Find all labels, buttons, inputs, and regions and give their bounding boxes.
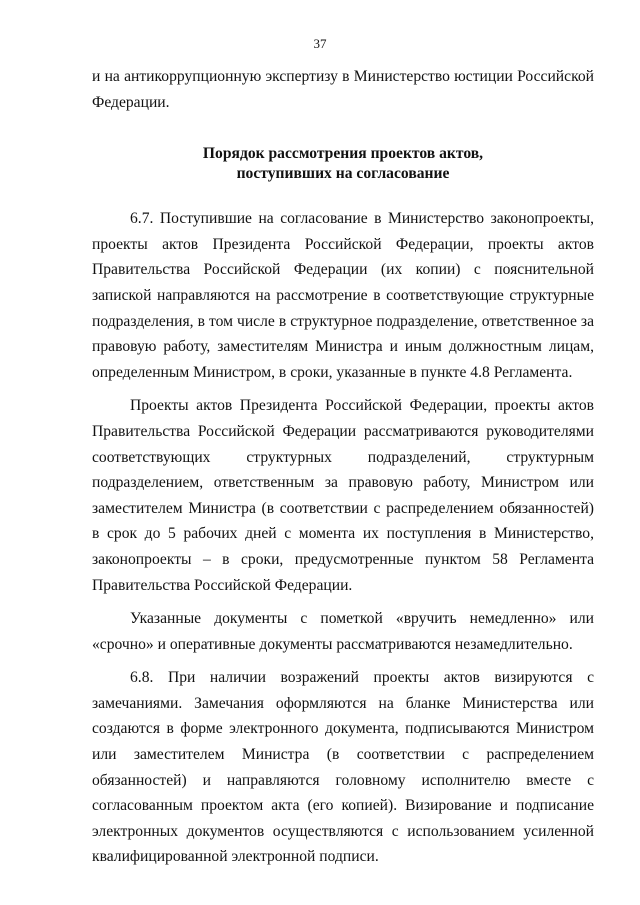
section-heading-line-2: поступивших на согласование	[236, 165, 450, 183]
document-body	[92, 64, 594, 870]
section-heading	[92, 144, 594, 184]
paragraph-president-acts: Проекты актов Президента Российской Федерации, проекты актов Правительства Российской Федерации рассматриваются руководителями соответствующих структурных подразделений, структурным подразделением, ответственным за правовую работу, Министром или заместителем Министра (в соответствии с распределением обязанностей) в срок до 5 рабочих дней с момента их поступления в Министерство, законопроекты – в сроки, предусмотренные пунктом 58 Регламента Правительства Российской Федерации.	[92, 397, 594, 594]
intro-paragraph: и на антикоррупционную экспертизу в Министерство юстиции Российской Федерации.	[92, 68, 594, 111]
section-heading-line-1: Порядок рассмотрения проектов актов,	[202, 145, 484, 163]
paragraph-6-8: 6.8. При наличии возражений проекты актов визируются с замечаниями. Замечания оформляются на бланке Министерства или создаются в форме электронного документа, подписываются Министром или заместителем Министра (в соответствии с распределением обязанностей) и направляются головному исполнителю вместе с согласованным проектом акта (его копией). Визирование и подписание электронных документов осуществляются с использованием усиленной квалифицированной электронной подписи.	[92, 669, 594, 866]
page-number: 37	[313, 36, 327, 51]
paragraph-urgent-documents: Указанные документы с пометкой «вручить немедленно» или «срочно» и оперативные документы рассматриваются незамедлительно.	[92, 610, 594, 653]
paragraph-6-7: 6.7. Поступившие на согласование в Министерство законопроекты, проекты актов Президента Российской Федерации, проекты актов Правительства Российской Федерации (их копии) с пояснительной запиской направляются на рассмотрение в соответствующие структурные подразделения, в том числе в структурное подразделение, ответственное за правовую работу, заместителям Министра и иным должностным лицам, определенным Министром, в сроки, указанные в пункте 4.8 Регламента.	[92, 210, 594, 381]
